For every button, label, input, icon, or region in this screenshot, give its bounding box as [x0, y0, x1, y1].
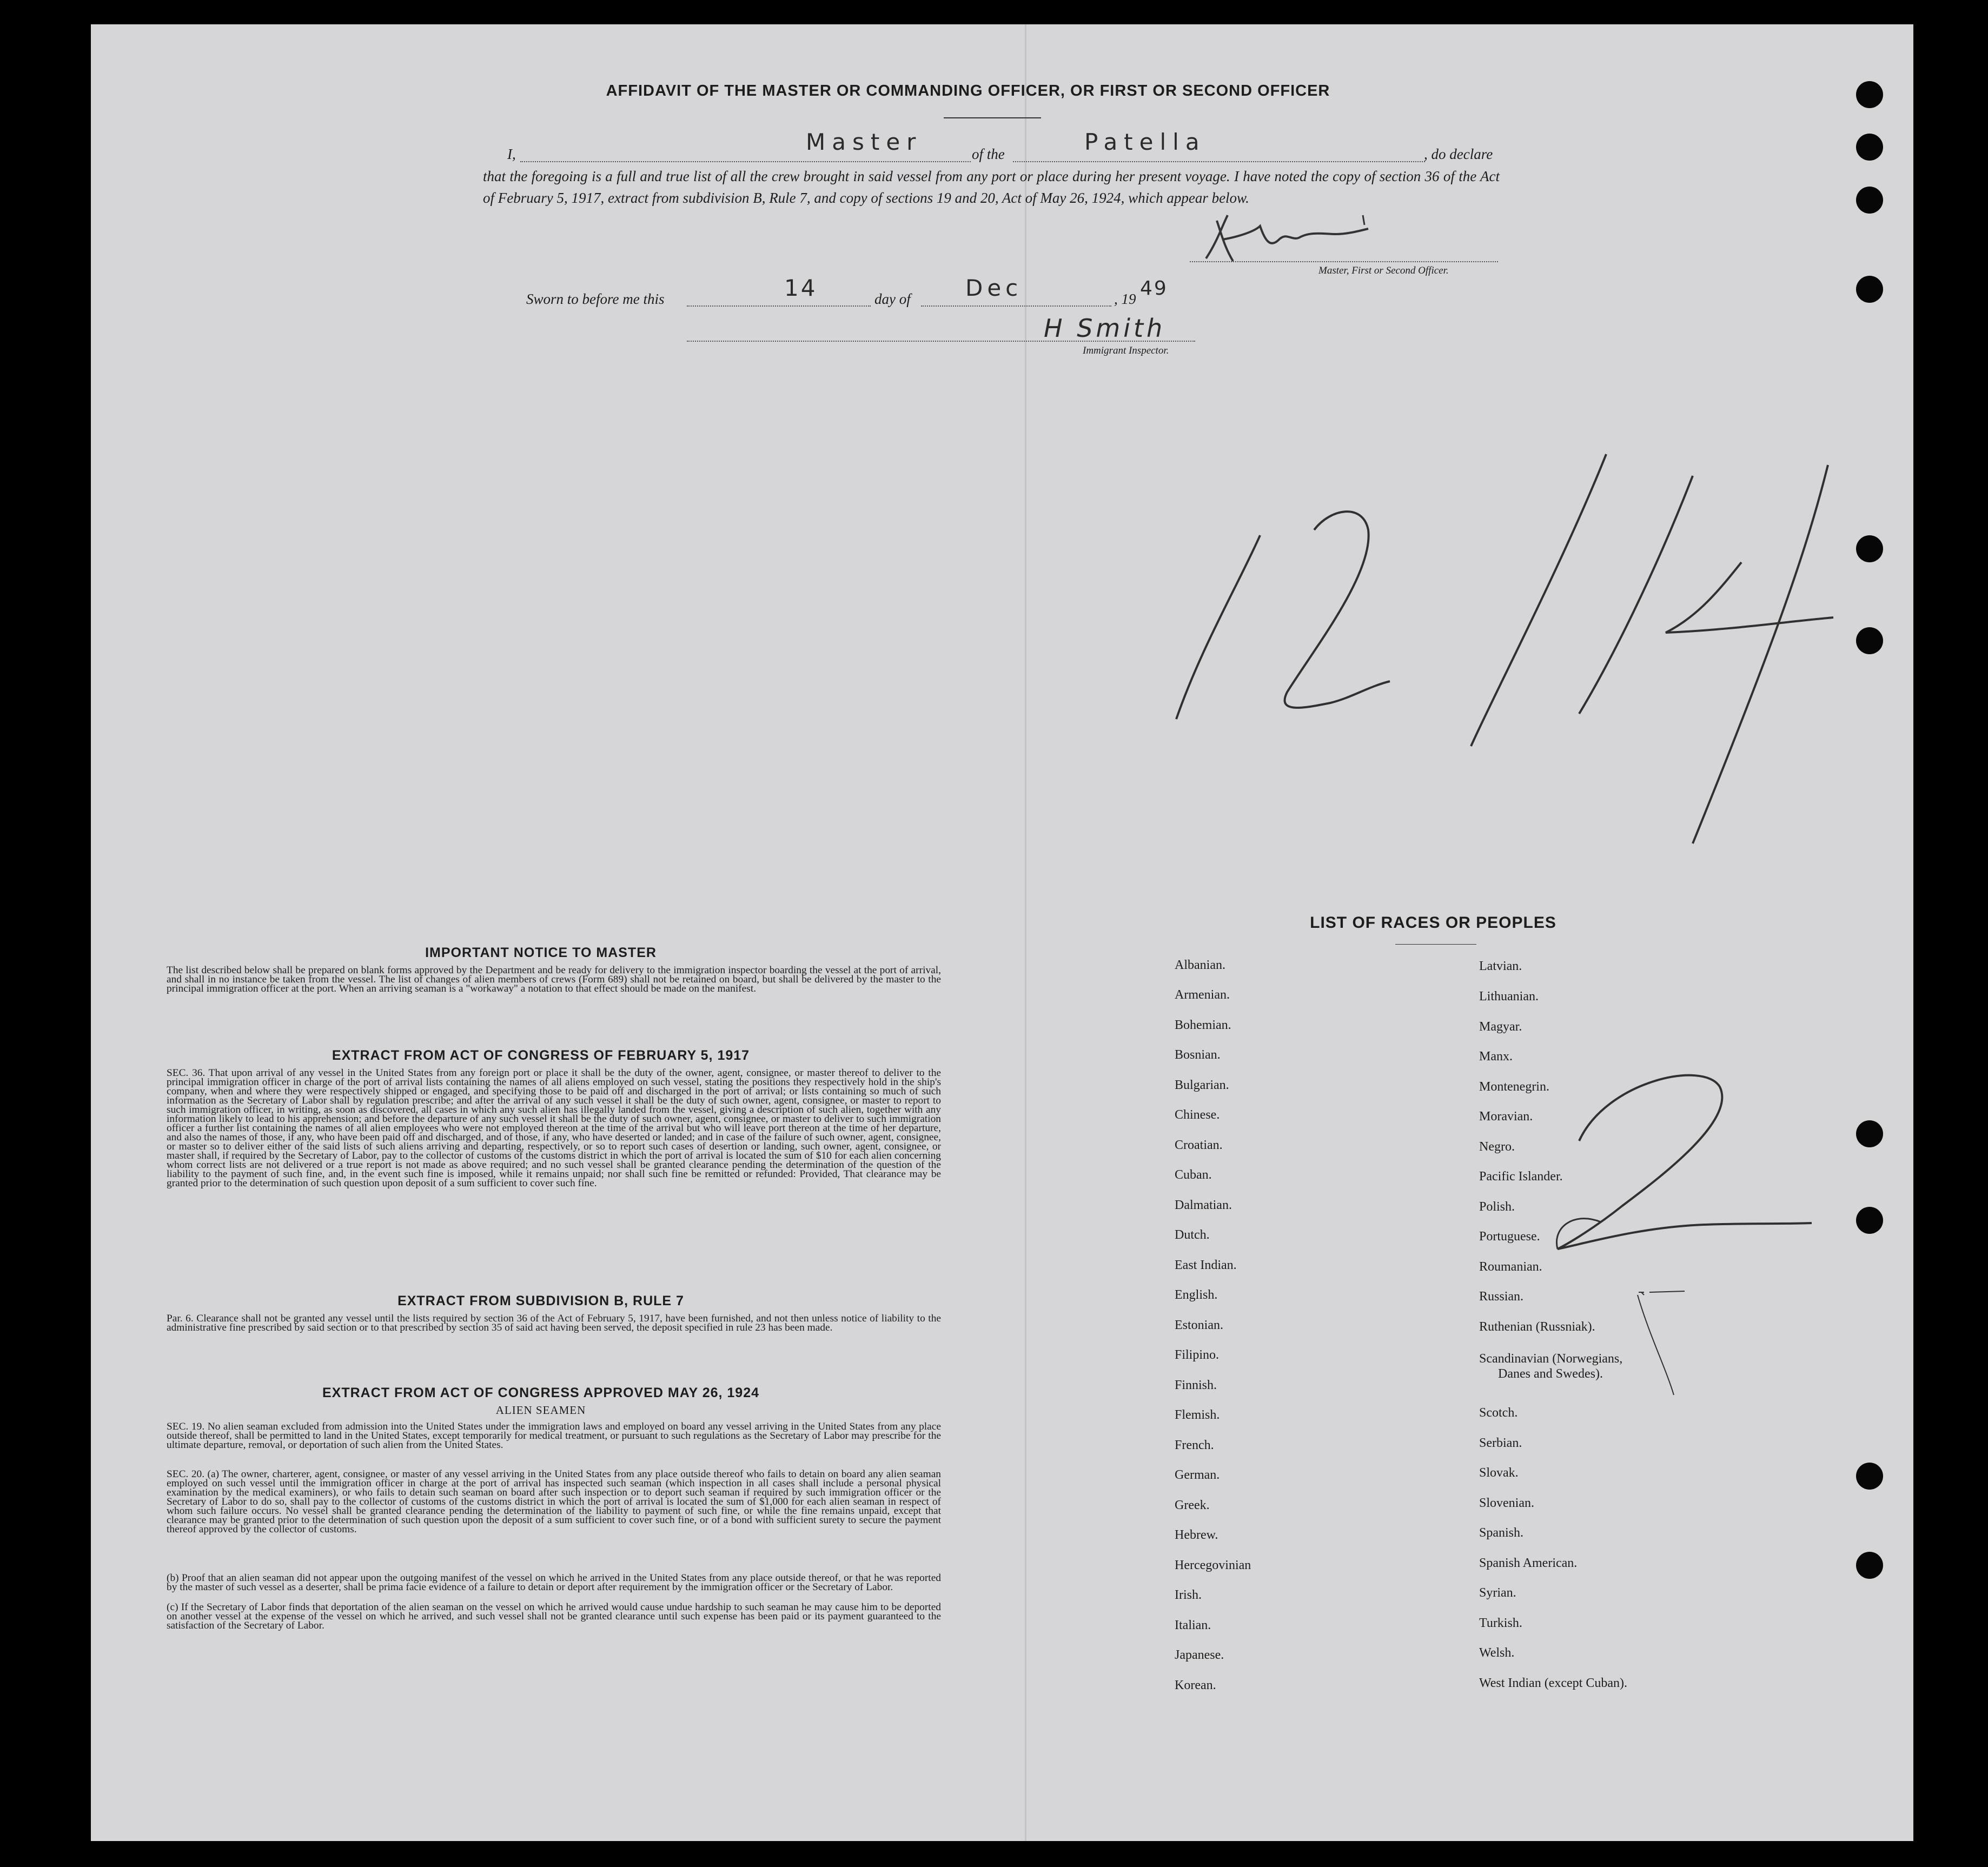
notice-title: IMPORTANT NOTICE TO MASTER: [425, 945, 657, 960]
month-line: [921, 305, 1111, 307]
race-item: Estonian.: [1175, 1318, 1223, 1332]
race-item: Spanish.: [1479, 1526, 1524, 1540]
races-title-rule: [1395, 944, 1476, 945]
race-item: Welsh.: [1479, 1646, 1515, 1660]
extract-rule7-text: Par. 6. Clearance shall not be granted any vessel until the lists required by section 36 of the Act of February 5, 1917, have been furnished, and not then unless notice of liability to the administrative fine prescribed by said section or to that prescribed by section 35 of said act having been served, the deposit specified in rule 23 has been made.: [167, 1313, 941, 1333]
race-item: Syrian.: [1479, 1586, 1516, 1600]
race-item: Korean.: [1175, 1678, 1216, 1692]
race-item: Russian.: [1479, 1290, 1524, 1304]
sworn-label: Sworn to before me this: [526, 291, 665, 307]
race-item: Dalmatian.: [1175, 1198, 1232, 1212]
punch-hole: [1856, 1207, 1883, 1234]
race-item: Bohemian.: [1175, 1018, 1231, 1032]
race-item: Japanese.: [1175, 1648, 1224, 1662]
extract-1924-title: EXTRACT FROM ACT OF CONGRESS APPROVED MAY 26, 1924: [322, 1385, 760, 1400]
race-item: French.: [1175, 1438, 1214, 1452]
race-item: German.: [1175, 1468, 1220, 1482]
race-item: Magyar.: [1479, 1020, 1522, 1034]
do-declare-label: , do declare: [1424, 146, 1493, 162]
notice-text: The list described below shall be prepared on blank forms approved by the Department and be ready for delivery to the immigration inspector boarding the vessel at the port of arrival, and shall in no instance be taken from the vessel. The list of changes of alien members of crews (Form 689) shall not be retained on board, but shall be delivered by the master to the principal immigration officer at the port. When an arriving seaman is a "workaway" a notation to that effect should be made on the manifest.: [167, 965, 941, 994]
race-item: Bosnian.: [1175, 1048, 1221, 1062]
master-value[interactable]: Master: [806, 129, 923, 155]
extract-1917-text: SEC. 36. That upon arrival of any vessel in the United States from any foreign port or place it shall be the duty of the owner, agent, consignee, or master thereof to deliver to the principal immigration officer in charge of the port of arrival lists containing the names of all aliens employed on such vessel, stating the positions they respectively hold in the ship's company, when and where they were respectively shipped or engaged, and specifying those to be paid off and discharged in the port of arrival; or lists containing so much of such information as the Secretary of Labor shall by regulation prescribe; and after the arrival of any such vessel it shall be the duty of such owner, agent, consignee, or master to report to such immigration officer, in writing, as soon as discovered, all cases in which any such alien has illegally landed from the vessel, giving a description of such alien, together with any information likely to lead to his apprehension; and before the departure of any such vessel it shall be the duty of such owner, agent, consignee, or master to deliver to such immigration officer a further list containing the names of all alien employees who were not employed thereon at the time of the arrival but who will leave port thereon at the time of her departure, and also the names of those, if any, who have been paid off and discharged, and of those, if any, who have deserted or landed; and in case of the failure of such owner, agent, consignee, or master so to deliver either of the said lists of such aliens arriving and departing, respectively, or so to report such cases of desertion or landing, such owner, agent, consignee, or master shall, if required by the Secretary of Labor, pay to the collector of customs of the customs district in which the port of arrival is located the sum of $10 for each alien concerning whom correct lists are not delivered or a true report is not made as above required; and no such vessel shall be granted clearance pending the determination of the question of the liability to the payment of such fine, and, in the event such fine is imposed, while it remains unpaid; nor shall such fine be remitted or refunded: Provided, That clearance may be granted prior to the determination of such question upon deposit of a sum sufficient to cover such fine.: [167, 1067, 941, 1189]
race-item: Negro.: [1479, 1140, 1515, 1154]
extract-1924-sec19: SEC. 19. No alien seaman excluded from admission into the United States under the immigration laws and employed on board any vessel arriving in the United States from any place outside thereof, shall be permitted to land in the United States, except temporarily for medical treatment, or pursuant to such regulations as the Secretary of Labor may prescribe for the ultimate departure, removal, or deportation of such alien from the United States.: [167, 1421, 941, 1451]
race-item: Pacific Islander.: [1479, 1170, 1563, 1184]
race-item: West Indian (except Cuban).: [1479, 1676, 1627, 1690]
inspector-caption: Immigrant Inspector.: [1083, 345, 1169, 356]
race-item: Scandinavian (Norwegians,: [1479, 1352, 1623, 1366]
year-value[interactable]: 49: [1140, 277, 1168, 300]
punch-hole: [1856, 187, 1883, 214]
punch-hole: [1856, 1120, 1883, 1147]
punch-hole: [1856, 276, 1883, 303]
officer-signature[interactable]: [1184, 210, 1390, 269]
vessel-value[interactable]: Patella: [1084, 129, 1206, 155]
day-line: [687, 305, 871, 307]
day-value[interactable]: 14: [784, 275, 818, 301]
race-item: Flemish.: [1175, 1408, 1220, 1422]
race-item: Ruthenian (Russniak).: [1479, 1320, 1595, 1334]
race-item: Dutch.: [1175, 1228, 1210, 1242]
race-item: Cuban.: [1175, 1168, 1212, 1182]
of-the-label: of the: [972, 146, 1005, 162]
race-item: English.: [1175, 1288, 1218, 1302]
punch-hole: [1856, 134, 1883, 161]
title-rule: [944, 117, 1041, 118]
race-item: Slovak.: [1479, 1466, 1519, 1480]
affidavit-body: that the foregoing is a full and true list of all the crew brought in said vessel from any port or place during her present voyage. I have noted the copy of section 36 of the Act of February 5, 1917, extract from subdivision B, Rule 7, and copy of sections 19 and 20, Act of May 26, 1924, which appear below.: [483, 168, 1500, 206]
race-item: Danes and Swedes).: [1498, 1367, 1603, 1381]
extract-1924-subtitle: ALIEN SEAMEN: [495, 1404, 586, 1417]
race-item: Finnish.: [1175, 1378, 1217, 1392]
race-item: Spanish American.: [1479, 1556, 1578, 1570]
extract-1924-sec20b: (b) Proof that an alien seaman did not appear upon the outgoing manifest of the vessel on which he arrived in the United States from any place outside thereof, or that he was reported by the master of such vessel as a deserter, shall be prima facie evidence of a failure to detain or deport after requirement by the immigration officer or the Secretary of Labor.: [167, 1572, 941, 1593]
race-item: Slovenian.: [1479, 1496, 1534, 1510]
race-item: Bulgarian.: [1175, 1078, 1229, 1092]
punch-hole: [1856, 1552, 1883, 1579]
race-item: Lithuanian.: [1479, 989, 1539, 1004]
race-item: Hercegovinian: [1175, 1558, 1251, 1572]
handwritten-page-number: [1136, 443, 1839, 865]
handwritten-mark-2: [1541, 1065, 1823, 1400]
extract-1924-sec20c: (c) If the Secretary of Labor finds that deportation of the alien seaman on the vessel on which he arrived would cause undue hardship to such seaman he may cause him to be deported on another vessel at the expense of the vessel on which he arrived, and such vessel shall not be granted clearance until such expense has been paid or its payment guaranteed to the satisfaction of the Secretary of Labor.: [167, 1602, 941, 1631]
officer-caption: Master, First or Second Officer.: [1318, 265, 1449, 276]
punch-hole: [1856, 1463, 1883, 1490]
race-item: Latvian.: [1479, 959, 1522, 973]
extract-rule7-title: EXTRACT FROM SUBDIVISION B, RULE 7: [397, 1293, 684, 1308]
year-prefix: , 19: [1114, 291, 1136, 307]
race-item: Irish.: [1175, 1588, 1202, 1602]
race-item: Portuguese.: [1479, 1230, 1540, 1244]
race-item: Armenian.: [1175, 988, 1230, 1002]
affidavit-title: AFFIDAVIT OF THE MASTER OR COMMANDING OFFICER, OR FIRST OR SECOND OFFICER: [606, 82, 1330, 99]
race-item: Scotch.: [1479, 1406, 1518, 1420]
race-item: Serbian.: [1479, 1436, 1522, 1450]
master-line: [520, 161, 971, 162]
extract-1917-title: EXTRACT FROM ACT OF CONGRESS OF FEBRUARY 5, 1917: [332, 1048, 750, 1063]
race-item: Manx.: [1479, 1049, 1513, 1064]
race-item: Albanian.: [1175, 958, 1225, 972]
race-item: East Indian.: [1175, 1258, 1237, 1272]
race-item: Croatian.: [1175, 1138, 1223, 1152]
race-item: Roumanian.: [1479, 1260, 1542, 1274]
race-item: Polish.: [1479, 1200, 1515, 1214]
extract-1924-sec20a: SEC. 20. (a) The owner, charterer, agent, consignee, or master of any vessel arriving in the United States from any place outside thereof who fails to detain on board any alien seaman employed on such vessel until the immigration officer in charge at the port of arrival has inspected such seaman (which inspection in all cases shall include a personal physical examination by the medical examiners), or who fails to detain such seaman on board after such inspection or to deport such seaman if required by such immigration officer or the Secretary of Labor to do so, shall pay to the collector of customs of the customs district in which the port of arrival is located the sum of $1,000 for each alien seaman in respect of whom such failure occurs. No vessel shall be granted clearance pending the determination of the liability to payment of such fine, or while the fine remains unpaid, except that clearance may be granted prior to the determination of such question upon the deposit of a sum sufficient to cover such fine, or of a bond with sufficient surety to secure the payment thereof approved by the collector of customs.: [167, 1469, 941, 1535]
race-item: Italian.: [1175, 1618, 1211, 1632]
punch-hole: [1856, 535, 1883, 562]
race-item: Turkish.: [1479, 1616, 1522, 1630]
day-of-label: day of: [874, 291, 911, 307]
punch-hole: [1856, 627, 1883, 654]
race-item: Moravian.: [1479, 1109, 1533, 1124]
race-item: Greek.: [1175, 1498, 1210, 1512]
inspector-signature[interactable]: H Smith: [1044, 314, 1166, 343]
race-item: Filipino.: [1175, 1348, 1220, 1362]
race-item: Hebrew.: [1175, 1528, 1218, 1542]
races-title: LIST OF RACES OR PEOPLES: [1310, 914, 1556, 932]
punch-hole: [1856, 81, 1883, 108]
vessel-line: [1013, 161, 1425, 162]
race-item: Chinese.: [1175, 1108, 1220, 1122]
month-value[interactable]: Dec: [965, 275, 1023, 301]
race-item: Montenegrin.: [1479, 1080, 1549, 1094]
i-label: I,: [507, 146, 516, 162]
center-fold: [1025, 24, 1026, 1841]
